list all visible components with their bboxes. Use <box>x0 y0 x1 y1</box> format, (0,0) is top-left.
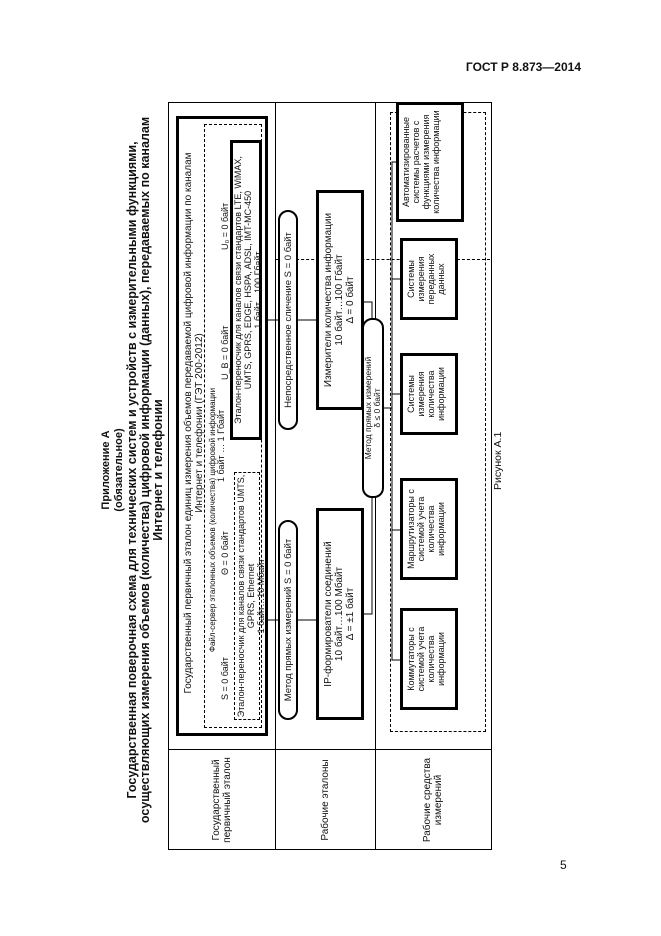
row-label-primary: Государственный первичный эталон <box>211 757 233 843</box>
carrier-right-title: Эталон-переносчик для каналов связи стандартов LTE, WiMAX, UMTS, GPRS, EDGE, HSPA, ADSL, IMT-MC-450 <box>233 156 253 424</box>
document-standard-header: ГОСТ Р 8.873—2014 <box>465 60 581 74</box>
file-server-label: Файл-сервер эталонных объемов (количества) цифровой информации <box>208 387 217 653</box>
instrument-transfer-systems: Системы измерения переданных данных <box>400 238 458 320</box>
appendix-title: Приложение А <box>100 430 112 510</box>
info-meter-accuracy: Δ = 0 байт <box>345 276 356 324</box>
instrument-automated-billing: Автоматизированные системы расчетов с функциями измерения количества информации <box>396 102 464 222</box>
method-direct-left-oval: Метод прямых измерений S = 0 байт <box>278 520 298 720</box>
ip-generator-title: IP-формирователи соединений <box>323 541 334 687</box>
theta-value: Θ = 0 байт <box>220 531 230 575</box>
carrier-left-title: Эталон-переносчик для каналов связи стандартов UMTS, GPRS, Ethernet <box>236 474 256 718</box>
conn-bottom-to-switches <box>384 408 400 660</box>
row-label-working-standards: Рабочие эталоны <box>320 759 331 841</box>
ub-value: U_B = 0 байт <box>220 325 230 380</box>
conn-meter-to-bottom-method <box>364 302 372 318</box>
row-label-working-instruments: Рабочие средства измерений <box>422 757 444 843</box>
info-meter-range: 10 байт…100 Гбайт <box>334 254 345 346</box>
figure-caption: Рисунок А.1 <box>492 431 504 490</box>
instrument-routers: Маршрутизаторы с системой учета количества информации <box>400 478 458 580</box>
carrier-right-range: 1 байт…100 Гбайт <box>253 251 263 329</box>
method-direct-right-oval: Непосредственное сличение S = 0 байт <box>278 210 298 430</box>
conn-ip-to-bottom-method <box>364 498 372 614</box>
page-number: 5 <box>560 858 567 872</box>
conn-bottom-to-automated <box>392 162 396 408</box>
ip-generator-range: 10 байт…100 Мбайт <box>334 566 345 662</box>
method-direct-bottom-label: Метод прямых измерений <box>363 356 373 460</box>
s-value: S = 0 байт <box>220 657 230 700</box>
u0-value: U₀ = 0 байт <box>220 202 230 250</box>
primary-standard-title: Государственный первичный эталон единиц измерения объемов передаваемой цифровой информации по каналам Интернет и телефонии (ГЭТ 200-2012) <box>183 152 205 694</box>
appendix-heading: Государственная поверочная схема для технических систем и устройств с измерительными функциями, осуществляющих измерения объемов (количества) цифровой информации (данных), передаваемых по каналам Интернет и телефонии <box>125 116 165 824</box>
range-value: 1 байт … 1 Гбайт <box>216 409 226 482</box>
carrier-left-range: 1 байт…10 Мбайт <box>256 558 266 634</box>
instrument-switches: Коммутаторы с системой учета количества информации <box>400 608 458 710</box>
rotated-diagram-container <box>100 90 570 850</box>
ip-generator-accuracy: Δ = ±1 байт <box>345 587 356 641</box>
appendix-status: (обязательное) <box>113 428 125 512</box>
info-meter-title: Измерители количества информации <box>323 212 334 388</box>
method-direct-bottom-delta: δ ≤ 0 байт <box>372 388 382 428</box>
instrument-measure-systems: Системы измерения количества информации <box>400 353 458 435</box>
